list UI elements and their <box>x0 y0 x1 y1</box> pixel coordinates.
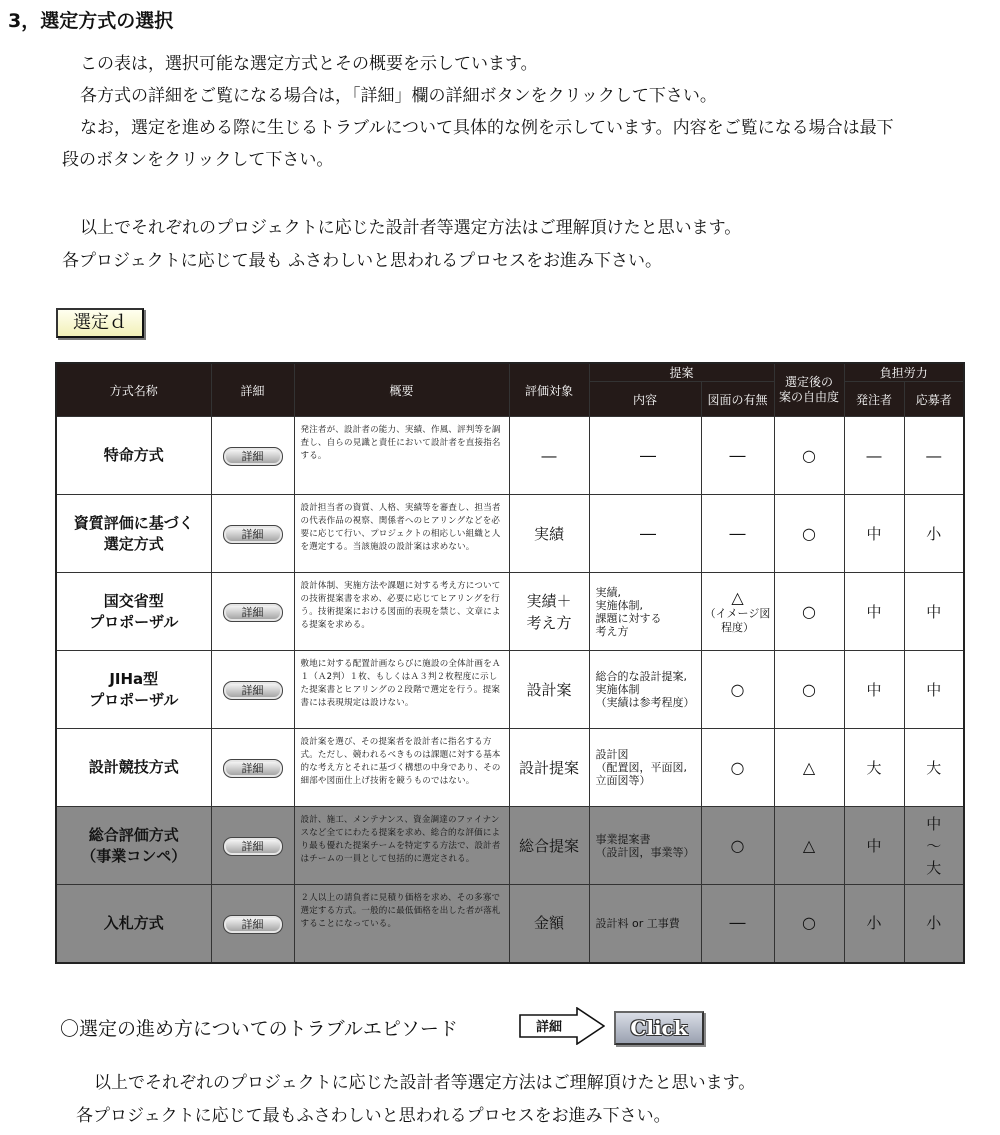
method-name <box>56 573 211 651</box>
drawing-presence <box>701 651 774 729</box>
method-name-line-1: 資質評価に基づく <box>73 513 194 532</box>
closing-bottom-line-2: 各プロジェクトに応じて最もふさわしいと思われるプロセスをお進み下さい。 <box>76 1106 671 1126</box>
orderer-burden: 中 <box>844 495 904 573</box>
header-freedom-line-1: 選定後の <box>785 375 834 389</box>
drawing-symbol: ― <box>729 913 746 933</box>
method-name-line-2: プロポーザル <box>89 690 179 709</box>
header-content: 内容 <box>589 382 701 417</box>
orderer-burden: 小 <box>844 885 904 963</box>
header-drawing: 図面の有無 <box>701 382 774 417</box>
table-row <box>56 573 964 651</box>
method-name <box>56 417 211 495</box>
closing-top-line-2: 各プロジェクトに応じて最も ふさわしいと思われるプロセスをお進み下さい。 <box>62 251 663 271</box>
header-target: 評価対象 <box>509 363 589 417</box>
proposal-content: 設計料 or 工事費 <box>589 885 701 963</box>
design-freedom: △ <box>774 729 844 807</box>
header-proposal: 提案 <box>589 363 774 382</box>
proposal-content: 設計図 （配置図，平面図, 立面図等） <box>589 729 701 807</box>
design-freedom: △ <box>774 807 844 885</box>
orderer-burden: 大 <box>844 729 904 807</box>
orderer-burden: 中 <box>844 807 904 885</box>
detail-cell <box>211 495 294 573</box>
drawing-symbol: ○ <box>730 835 745 855</box>
drawing-symbol: ○ <box>730 757 745 777</box>
table-row <box>56 807 964 885</box>
method-summary: 敷地に対する配置計画ならびに施設の全体計画をＡ１（Ａ2判）１枚、もしくはＡ３判２枚程度に示した提案書とヒアリングの２段階で選定を行う。提案書には表現規定は設けない。 <box>294 651 509 729</box>
method-summary: 設計、施工、メンテナンス、資金調達のファイナンスなど全てにわたる提案を求め、総合的な評価により最も優れた提案チームを特定する方法で、設計者はチームの一員として包括的に選定される。 <box>294 807 509 885</box>
design-freedom: ○ <box>774 885 844 963</box>
detail-button[interactable]: 詳細 <box>223 447 283 466</box>
drawing-presence <box>701 807 774 885</box>
proposal-content: ― <box>589 417 701 495</box>
target-line-1: 金額 <box>533 914 564 933</box>
detail-button[interactable]: 詳細 <box>223 603 283 622</box>
applicant-burden: 小 <box>904 885 964 963</box>
applicant-burden: ― <box>904 417 964 495</box>
drawing-presence <box>701 573 774 651</box>
method-name-line-1: 設計競技方式 <box>88 758 179 776</box>
method-name-line-2: プロポーザル <box>89 612 179 631</box>
detail-cell <box>211 729 294 807</box>
table-row <box>56 885 964 963</box>
detail-cell <box>211 573 294 651</box>
intro-line-2: 各方式の詳細をご覧になる場合は，「詳細」欄の詳細ボタンをクリックして下さい。 <box>80 86 717 106</box>
header-applicant: 応募者 <box>904 382 964 417</box>
selection-method-table <box>55 362 965 964</box>
detail-cell <box>211 807 294 885</box>
drawing-symbol: ― <box>729 445 746 465</box>
drawing-note: （イメージ図 程度） <box>704 606 771 634</box>
trouble-episode-text: 〇選定の進め方についてのトラブルエピソード <box>60 1018 458 1040</box>
section-heading: 3，選定方式の選択 <box>8 10 174 32</box>
evaluation-target <box>509 417 589 495</box>
design-freedom: ○ <box>774 573 844 651</box>
proposal-content: 総合的な設計提案, 実施体制 （実績は参考程度） <box>589 651 701 729</box>
header-summary: 概要 <box>294 363 509 417</box>
orderer-burden: 中 <box>844 651 904 729</box>
target-line-1: 設計提案 <box>518 758 579 777</box>
design-freedom: ○ <box>774 651 844 729</box>
header-freedom-line-2: 案の自由度 <box>779 390 840 404</box>
evaluation-target <box>509 885 589 963</box>
method-summary: ２人以上の請負者に見積り価格を求め、その多寡で選定する方式。一般的に最低価格を出した者が落札することになっている。 <box>294 885 509 963</box>
closing-bottom-line-1: 以上でそれぞれのプロジェクトに応じた設計者等選定方法はご理解頂けたと思います。 <box>94 1073 756 1093</box>
target-line-1: 設計案 <box>526 680 572 699</box>
proposal-content: 事業提案書 （設計図，事業等） <box>589 807 701 885</box>
method-summary: 設計体制、実施方法や課題に対する考え方についての技術提案書を求め、必要に応じてヒアリングを行う。技術提案における図面的表現を禁じ、文章による提案を求める。 <box>294 573 509 651</box>
detail-cell <box>211 885 294 963</box>
detail-button[interactable]: 詳細 <box>223 759 283 778</box>
detail-button[interactable]: 詳細 <box>223 837 283 856</box>
table-row <box>56 651 964 729</box>
header-freedom <box>774 363 844 417</box>
method-summary: 設計担当者の資質、人格、実績等を審査し、担当者の代表作品の視察、関係者へのヒアリングなどを必要に応じて行い、プロジェクトの相応しい組織と人を選定する。当該施設の設計案は求めない。 <box>294 495 509 573</box>
orderer-burden: 中 <box>844 573 904 651</box>
method-name-line-1: 国交省型 <box>103 591 164 610</box>
target-line-2: 考え方 <box>526 613 572 632</box>
header-burden: 負担労力 <box>844 363 964 382</box>
table-row <box>56 729 964 807</box>
intro-line-3: なお，選定を進める際に生じるトラブルについて具体的な例を示しています。内容をご覧になる場合は最下 <box>80 118 894 138</box>
arrow-label: 詳細 <box>535 1020 563 1035</box>
proposal-content: 実績, 実施体制, 課題に対する 考え方 <box>589 573 701 651</box>
applicant-burden: 中 ～ 大 <box>904 807 964 885</box>
detail-button[interactable]: 詳細 <box>223 681 283 700</box>
method-name-line-1: 入札方式 <box>103 913 164 932</box>
drawing-presence <box>701 729 774 807</box>
drawing-symbol: ― <box>729 523 746 543</box>
method-name-line-1: 特命方式 <box>103 446 164 464</box>
drawing-presence <box>701 417 774 495</box>
intro-line-1: この表は，選択可能な選定方式とその概要を示しています。 <box>80 54 538 74</box>
table-row <box>56 495 964 573</box>
proposal-content: ― <box>589 495 701 573</box>
design-freedom: ○ <box>774 417 844 495</box>
header-detail: 詳細 <box>211 363 294 417</box>
table-row <box>56 417 964 495</box>
method-name <box>56 495 211 573</box>
applicant-burden: 中 <box>904 651 964 729</box>
method-name <box>56 885 211 963</box>
drawing-symbol: ○ <box>730 679 745 699</box>
drawing-presence <box>701 885 774 963</box>
drawing-symbol: △ <box>731 587 744 607</box>
arrow-right-icon <box>519 1007 605 1045</box>
method-name <box>56 807 211 885</box>
method-summary: 発注者が、設計者の能力、実績、作風、評判等を調査し、自らの見識と責任において設計者を直接指名する。 <box>294 417 509 495</box>
target-line-1: 実績 <box>533 524 564 543</box>
evaluation-target <box>509 573 589 651</box>
method-name-line-1: 総合評価方式 <box>88 825 179 844</box>
detail-button[interactable]: 詳細 <box>223 525 283 544</box>
method-name-line-2: 選定方式 <box>103 534 164 553</box>
drawing-presence <box>701 495 774 573</box>
target-line-1: 実績＋ <box>526 591 572 610</box>
header-name: 方式名称 <box>56 363 211 417</box>
method-name-line-2: （事業コンペ） <box>81 846 187 865</box>
target-line-1: 総合提案 <box>518 836 579 855</box>
intro-line-4: 段のボタンをクリックして下さい。 <box>62 150 334 170</box>
applicant-burden: 大 <box>904 729 964 807</box>
method-summary: 設計案を選び、その提案者を設計者に指名する方式。ただし、競われるべきものは課題に対する基本的な考え方とそれに基づく構想の中身であり、その細部や図面仕上げ技術を競うものではない。 <box>294 729 509 807</box>
method-name <box>56 729 211 807</box>
evaluation-target <box>509 807 589 885</box>
applicant-burden: 中 <box>904 573 964 651</box>
header-orderer: 発注者 <box>844 382 904 417</box>
detail-cell <box>211 417 294 495</box>
select-d-button[interactable]: 選定ｄ <box>56 308 144 338</box>
orderer-burden: ― <box>844 417 904 495</box>
detail-button[interactable]: 詳細 <box>223 915 283 934</box>
target-line-1: ― <box>541 446 557 465</box>
method-name <box>56 651 211 729</box>
detail-cell <box>211 651 294 729</box>
evaluation-target <box>509 651 589 729</box>
click-button[interactable]: Click <box>614 1011 704 1045</box>
closing-top-line-1: 以上でそれぞれのプロジェクトに応じた設計者等選定方法はご理解頂けたと思います。 <box>80 218 742 238</box>
design-freedom: ○ <box>774 495 844 573</box>
evaluation-target <box>509 729 589 807</box>
applicant-burden: 小 <box>904 495 964 573</box>
evaluation-target <box>509 495 589 573</box>
method-name-line-1: JIHa型 <box>109 669 159 688</box>
